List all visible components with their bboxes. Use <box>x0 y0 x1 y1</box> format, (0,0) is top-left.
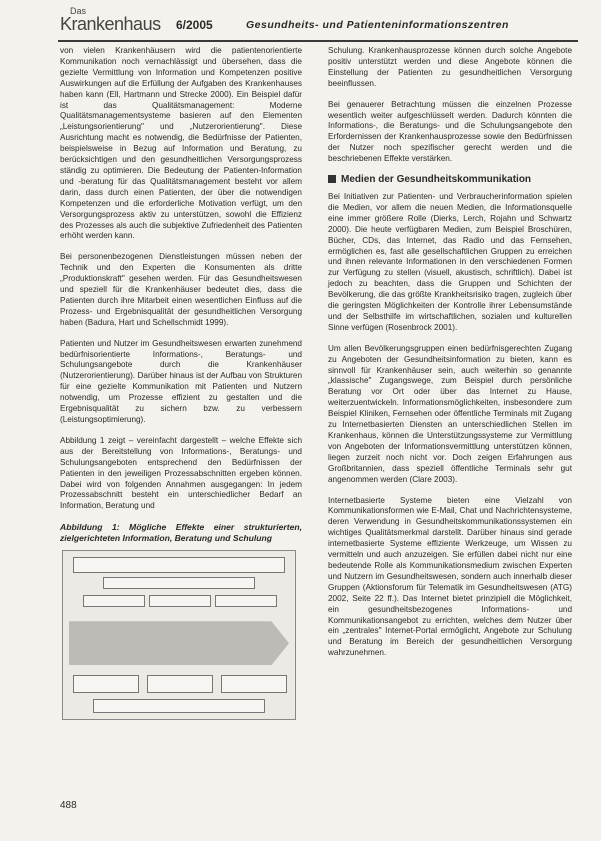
figure-caption: Abbildung 1: Mögliche Effekte einer strukturierten, zielgerichteten Information, Beratung und Schulung <box>60 522 302 544</box>
diagram-process-arrow <box>69 621 289 665</box>
diagram-box-top <box>73 557 285 573</box>
paragraph: Schulung. Krankenhausprozesse können durch solche Angebote positiv unterstützt werden und diese Angebote können die Einstellung der Patienten zu gesundheitlichen Versorgung beeinflussen. <box>328 46 572 88</box>
diagram-box-mid <box>103 577 255 589</box>
page-header <box>58 6 578 42</box>
diagram-box-sub2 <box>149 595 211 607</box>
page-number: 488 <box>60 800 77 811</box>
diagram-box-bottom2 <box>147 675 213 693</box>
figure-diagram <box>62 550 296 720</box>
journal-logo: Krankenhaus <box>60 14 161 34</box>
diagram-box-sub3 <box>215 595 277 607</box>
paragraph: Patienten und Nutzer im Gesundheitswesen erwarten zunehmend bedürfnisorientierte Informations-, Beratungs- und Schulungsangebote durch die Krankenhäuser (Nutzerorientierung). Darüber hinaus ist der Aufbau von Strukturen für eine gezielte Kommunikation mit Patienten und Nutzern notwendig, um Prozesse effizient zu gestalten und die Ergebnisqualität zu sichern bzw. zu verbessern (Leistungsoptimierung). <box>60 338 302 424</box>
paragraph: von vielen Krankenhäusern wird die patientenorientierte Kommunikation noch vernachlässigt und übersehen, dass die gezielte Vermittlung von Information und Kompetenzen positive Auswirkungen auf die Erfüllung der Aufgaben des Krankenhauses haben kann (Ell, Hartmann und Strecke 2000). Ein Beispiel dafür ist das Qualitätsmanagement: Moderne Qualitätsmanagementsysteme basieren auf den Elementen „Leistungsorientierung" und „Nutzerorientierung". Diese Ausrichtung macht es notwendig, die Bedürfnisse der Patienten, beispielsweise in Bezug auf Information und Beratung, zu berücksichtigen und den gesundheitlichen Versorgungsprozess ständig zu optimieren. Die Bedeutung der Patienten-Information und -beratung für das Qualitätsmanagement besteht vor allem darin, dass durch einen Patienten, der über die notwendigen Kompetenzen und die erforderliche Motivation verfügt, um den Versorgungsprozess aktiv zu unterstützen, sowohl die Effizienz des Prozesses als auch die subjektive Zufriedenheit des Patienten erhöht werden kann. <box>60 46 302 241</box>
left-column <box>60 46 302 720</box>
section-heading-text: Medien der Gesundheitskommunikation <box>341 174 532 186</box>
paragraph: Internetbasierte Systeme bieten eine Vielzahl von Kommunikationsformen wie E-Mail, Chat und Nachrichtensysteme, deren Verwendung in Gesundheitskommunikationssystemen ein wichtiges Qualitätsmerkmal darstellt. Darüber hinaus sind gerade internetbasierte Systeme effiziente Werkzeuge, um Wissen zu vermitteln und auch anzuzeigen. Sie erfüllen dabei nicht nur eine bedeutende Rolle als Kommunikationsmedium zwischen Experten und Nutzern im Gesundheitswesen, sondern auch innerhalb dieser Gruppen (Aktionsforum für Telematik im Gesundheitswesen (ATG) 2002, Seite 22 ff.). Das Internet bietet prinzipiell die Möglichkeit, ein gesundheitsbezogenes Informations- und Kommunikationsangebot zu errichten, welches dem Nutzer über ein „zentrales" Internet-Portal ermöglicht, Angebote zur Schulung und Beratung im Bereich der gesundheitlichen Versorgung wahrzunehmen. <box>328 495 572 658</box>
logo-small-text: Das <box>70 6 87 16</box>
paragraph: Bei personenbezogenen Dienstleistungen müssen neben der Technik und den Experten die Konsumenten als dritte „Produktionskraft" gesehen werden. Für das Gesundheitswesen und speziell für die Krankenhäuser bedeutet dies, dass die Patienten durch ihre Mitarbeit einen wesentlichen Einfluss auf die Prozess- und Ergebnisqualität der gesundheitlichen Versorgung haben (Badura, Hart und Schellschmidt 1999). <box>60 252 302 327</box>
square-bullet-icon <box>328 175 336 183</box>
section-heading <box>328 175 572 186</box>
paragraph: Um allen Bevölkerungsgruppen einen bedürfnisgerechten Zugang zu Angeboten der Gesundheitsinformation zu bieten, kann es sinnvoll für Krankenhäuser sein, auch weiterhin so genannte „klassische" Zugangswege, zum Beispiel durch persönliche Beratung vor Ort oder über das Internet zu Hause, weiterzuentwickeln. Informationsmöglichkeiten, insbesondere zum Beispiel Kliniken, Fernsehen oder öffentliche Terminals mit Zugang zu Internetbasierten Diensten an unterschiedlichen Stellen im Krankenhaus, können die Unterstützungssysteme zur Vermittlung von Angeboten der Informationsvermittlung unterstützen können, liegen zurzeit noch nicht vor. Doch zeigen Erfahrungen aus Großbritannien, dass speziell öffentliche Terminals sehr gut angenommen werden (Clare 2003). <box>328 343 572 484</box>
diagram-box-bottom3 <box>221 675 287 693</box>
diagram-box-footer <box>93 699 265 713</box>
issue-number: 6/2005 <box>176 18 213 32</box>
diagram-box-bottom1 <box>73 675 139 693</box>
paragraph: Abbildung 1 zeigt – vereinfacht dargestellt – welche Effekte sich aus der Bereitstellung von Informations-, Beratungs- und Schulungsangeboten entsprechend den Bedürfnissen der Patienten in den jeweiligen Prozessabschnitten ergeben können. Dabei wird von folgenden Annahmen ausgegangen: In jedem Prozessabschnitt besteht ein unterschiedlicher Bedarf an Information, Beratung und <box>60 435 302 511</box>
paragraph: Bei genauerer Betrachtung müssen die einzelnen Prozesse wesentlich weiter aufgeschlüsselt werden. Dadurch könnten die Informations-, die Beratungs- und die Schulungsangebote den Erfordernissen der Krankenhausprozesse sowie den Bedürfnissen der Nutzer noch spezifischer gerecht werden und die beschriebenen Effekte verstärken. <box>328 99 572 164</box>
right-column <box>328 46 572 669</box>
section-title: Gesundheits- und Patienteninformationszentren <box>246 19 509 31</box>
diagram-box-sub1 <box>83 595 145 607</box>
paragraph: Bei Initiativen zur Patienten- und Verbraucherinformation spielen die Medien, vor allem die neuen Medien, die Informationsquelle eine immer größere Rolle (Dierks, Lerch, Rojahn und Schwartz 2000). Die heute verfügbaren Medien, zum Beispiel Broschüren, Bücher, CDs, das Internet, das Radio und das Fernsehen, ermöglichen es, fast alle gesellschaftlichen Gruppen zu erreichen und ihnen relevante Informationen in den verschiedenen Formen zur Verfügung zu stellen (visuell, akustisch, schriftlich). Dabei ist jedoch zu beachten, dass die Gruppen und Schichten der Bevölkerung, die das größte Krankheitsrisiko tragen, zugleich über die geringsten Möglichkeiten der Kontrolle ihrer Lebensumstände und der Selbsthilfe im wirtschaftlichen, sozialen und kulturellen Sinne verfügen (Rosenbrock 2001). <box>328 191 572 332</box>
